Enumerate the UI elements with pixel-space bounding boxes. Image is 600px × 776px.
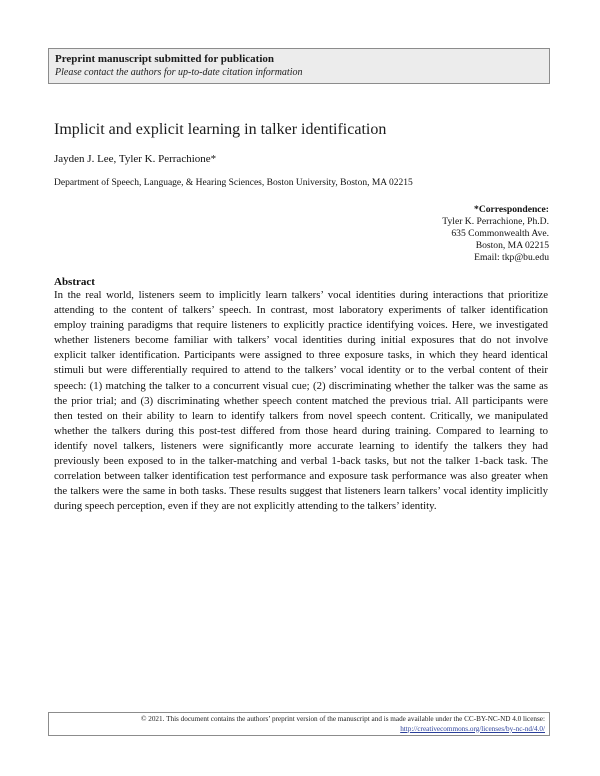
banner-subtitle: Please contact the authors for up-to-date citation information <box>55 67 303 78</box>
preprint-banner <box>48 48 550 84</box>
correspondence-email: Email: tkp@bu.edu <box>474 252 549 263</box>
abstract-heading: Abstract <box>54 276 95 288</box>
correspondence-block <box>289 204 549 264</box>
license-link[interactable]: http://creativecommons.org/licenses/by-nc-nd/4.0/ <box>400 724 545 733</box>
correspondence-address-line2: Boston, MA 02215 <box>475 240 549 251</box>
abstract-body: In the real world, listeners seem to implicitly learn talkers’ vocal identities during interactions that prioritize attending to the content of talkers’ speech. In contrast, most laboratory experiments of talker identification employ training paradigms that require listeners to explicitly practice identifying voices. Here, we investigated whether listeners become familiar with talkers’ vocal identities during initial exposures that do not involve explicit talker identification. Participants were assigned to three exposure tasks, in which they heard identical stimuli but were differentially required to attend to the talkers’ vocal identity or to the verbal content of their speech: (1) matching the talker to a concurrent visual cue; (2) discriminating whether the talker was the same as the prior trial; and (3) discriminating whether speech content matched the previous trial. All participants were then tested on their ability to learn to identify talkers from novel speech content. Critically, we manipulated whether the talkers during this post-test differed from those heard during training. Compared to learning to identify novel talkers, listeners were significantly more accurate learning to identify the talkers they had previously been exposed to in the talker-matching and verbal 1-back tasks, but not the talker 1-back task. The correlation between talker identification test performance and exposure task performance was also greater when the talkers were the same in both tasks. These results suggest that listeners learn talkers’ vocal identity implicitly during speech perception, even if they are not explicitly attending to the talkers’ identity. <box>54 289 548 513</box>
correspondence-name: Tyler K. Perrachione, Ph.D. <box>442 216 549 227</box>
banner-title: Preprint manuscript submitted for publication <box>55 53 274 65</box>
paper-title: Implicit and explicit learning in talker identification <box>54 121 387 138</box>
correspondence-label: *Correspondence: <box>474 204 549 215</box>
license-notice: © 2021. This document contains the authors’ preprint version of the manuscript and is made available under the CC-BY-NC-ND 4.0 license: <box>140 715 545 723</box>
correspondence-address-line1: 635 Commonwealth Ave. <box>451 228 549 239</box>
author-affiliation: Department of Speech, Language, & Hearing Sciences, Boston University, Boston, MA 02215 <box>54 178 413 188</box>
author-list: Jayden J. Lee, Tyler K. Perrachione* <box>54 153 217 165</box>
license-footer <box>48 712 550 736</box>
